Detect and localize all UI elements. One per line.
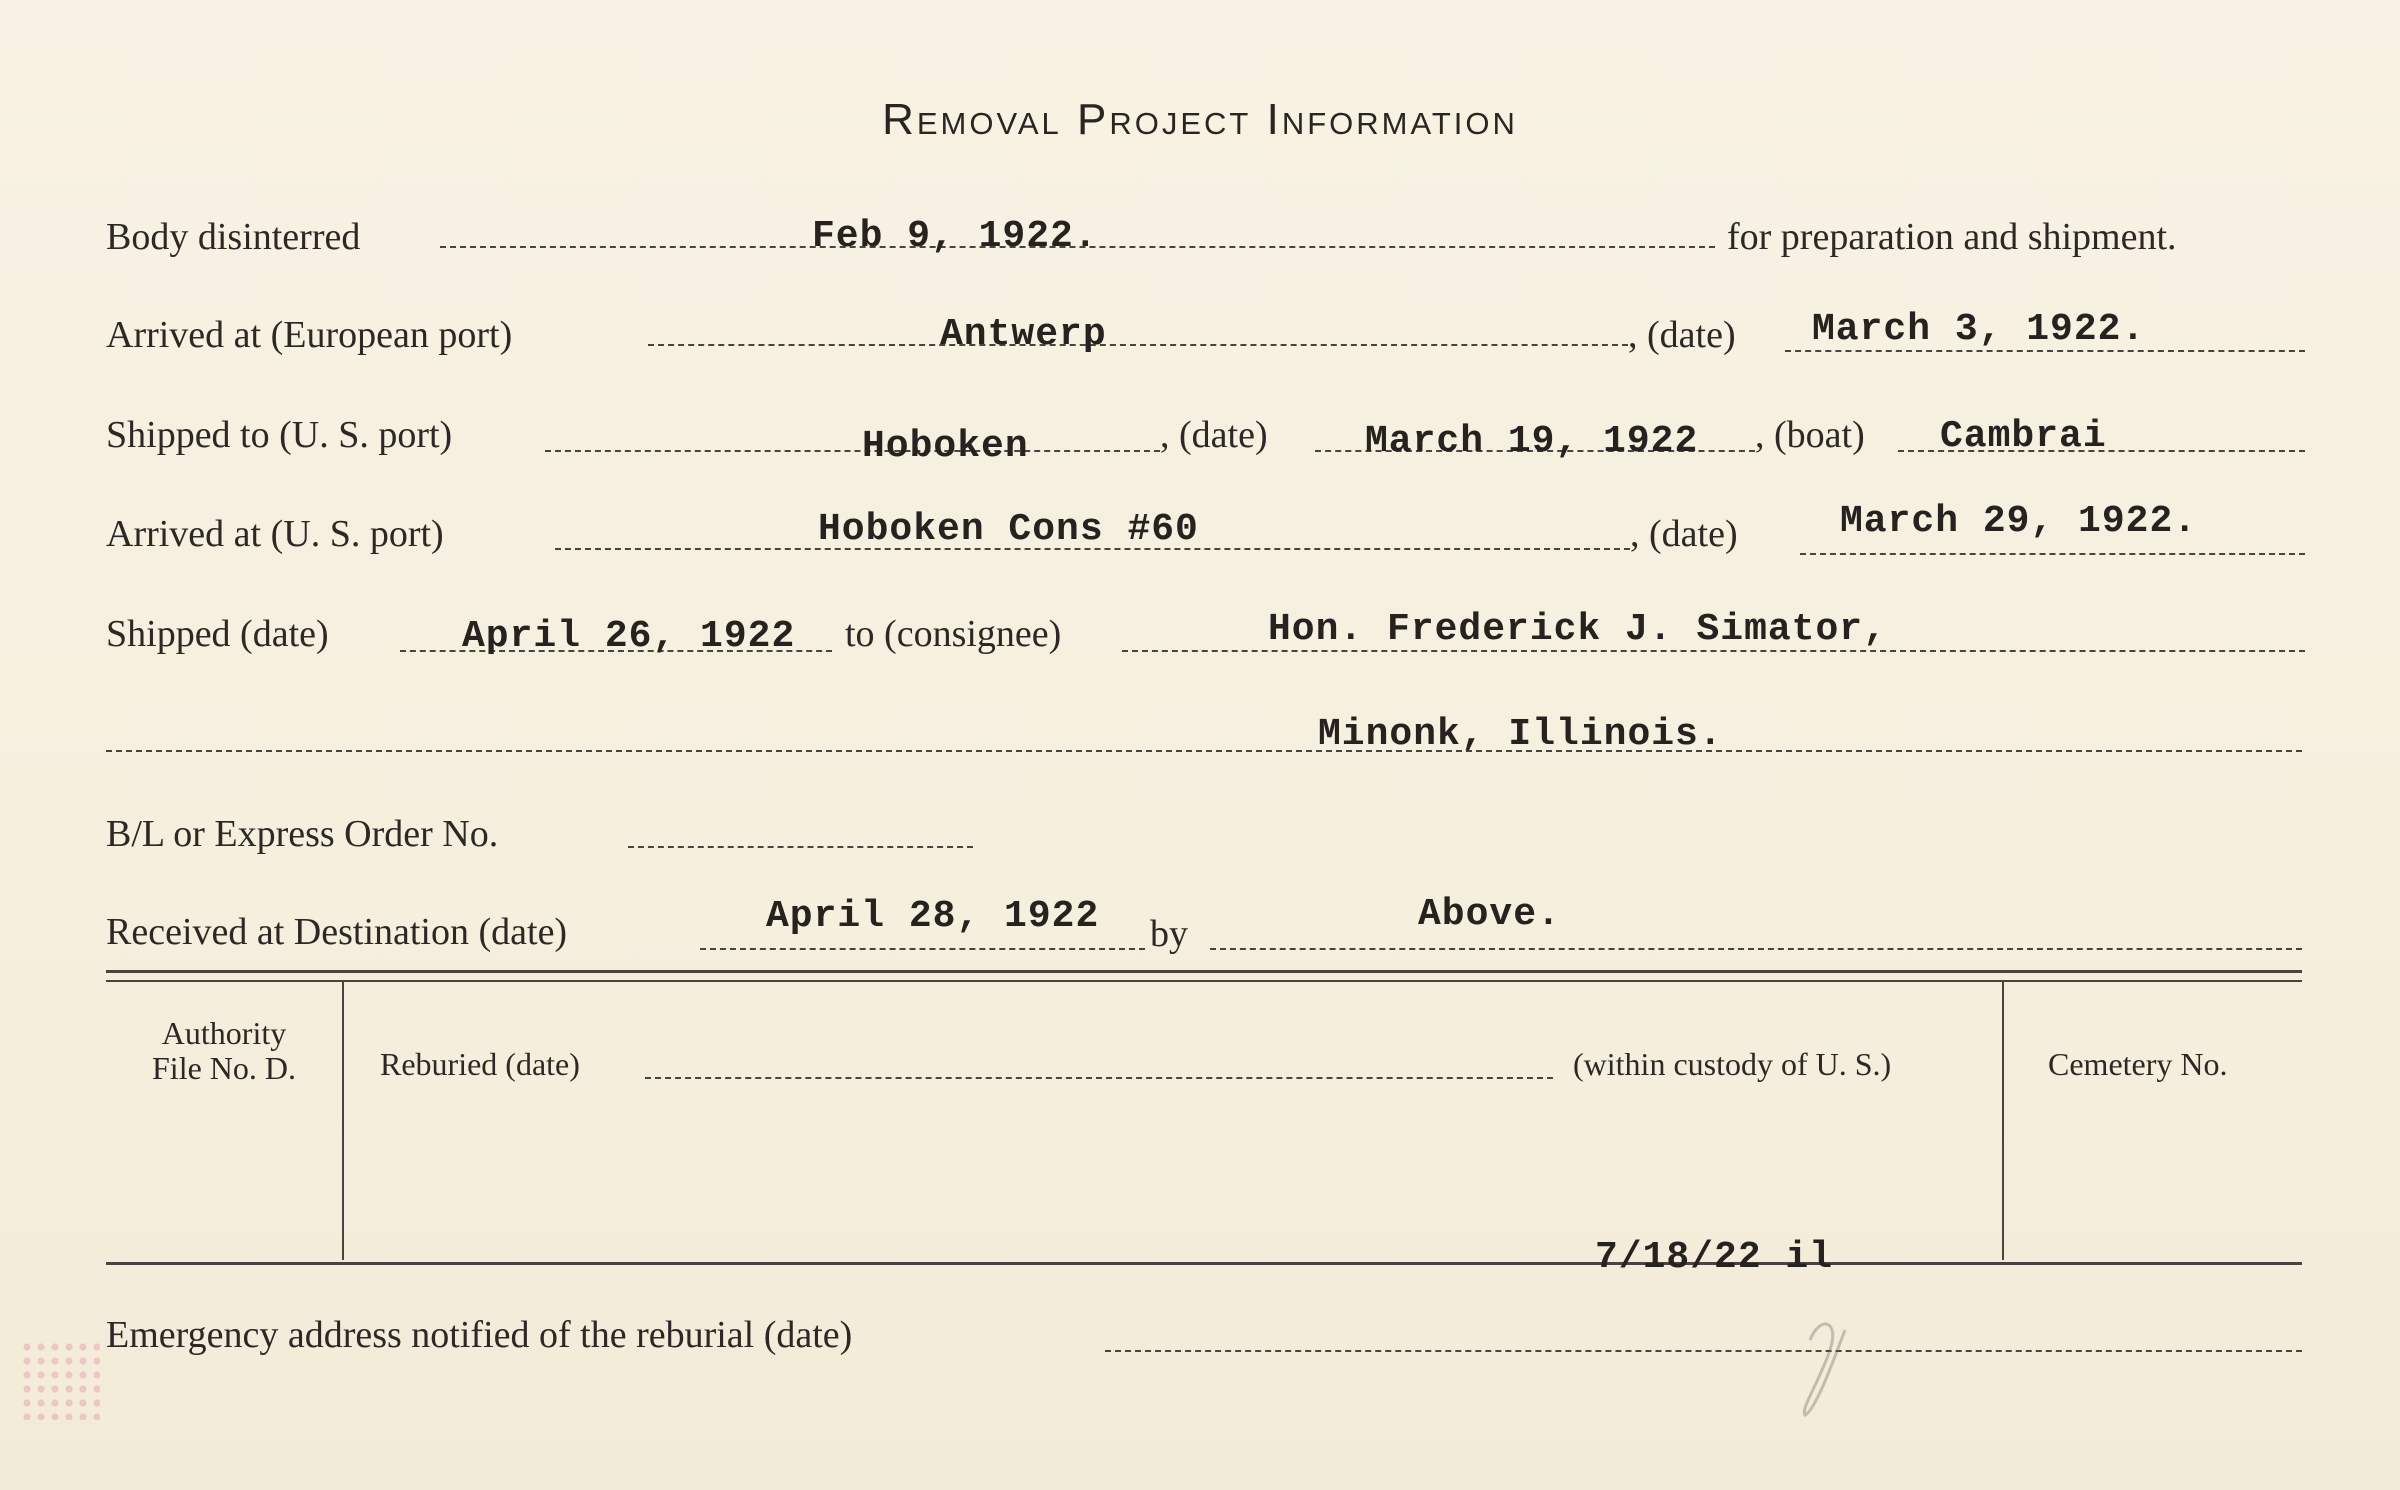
shipped-date-value: April 26, 1922 [462, 615, 796, 658]
cemetery-label: Cemetery No. [2048, 1046, 2228, 1082]
us-port-arrived-value: Hoboken Cons #60 [818, 508, 1199, 551]
box-divider-right [2002, 982, 2004, 1260]
european-port-line [648, 344, 1628, 346]
received-destination-label: Received at Destination (date) [106, 911, 568, 953]
us-port-arrived-label: Arrived at (U. S. port) [106, 513, 444, 555]
consignee-address-line [106, 750, 2302, 752]
authority-label: Authority [161, 1015, 287, 1051]
received-by-label: by [1150, 913, 1188, 955]
european-port-label: Arrived at (European port) [106, 314, 513, 356]
typed-note: 7/18/22 il [1595, 1236, 1834, 1279]
european-port-value: Antwerp [940, 313, 1107, 356]
boat-label: , (boat) [1755, 414, 1865, 456]
box-bottom-rule [106, 1262, 2302, 1265]
ink-stamp-icon [20, 1340, 100, 1420]
custody-label: (within custody of U. S.) [1573, 1046, 1892, 1082]
us-port-shipped-date-value: March 19, 1922 [1365, 420, 1699, 463]
european-port-date-label: , (date) [1628, 314, 1736, 356]
preparation-shipment-label: for preparation and shipment. [1727, 216, 2177, 258]
express-order-label: B/L or Express Order No. [106, 813, 499, 855]
us-port-arrived-date-line [1800, 553, 2305, 555]
european-port-date-value: March 3, 1922. [1812, 308, 2146, 351]
reburied-label: Reburied (date) [380, 1046, 580, 1082]
reburied-line [645, 1077, 1553, 1079]
authority-file-label: File No. D. [152, 1050, 296, 1086]
emergency-address-line [1105, 1350, 2302, 1352]
received-by-line [1210, 948, 2302, 950]
consignee-value: Hon. Frederick J. Simator, [1268, 608, 1887, 651]
consignee-address-value: Minonk, Illinois. [1318, 713, 1723, 756]
us-port-shipped-label: Shipped to (U. S. port) [106, 414, 453, 456]
box-top-rule-second [106, 980, 2302, 982]
box-top-rule [106, 970, 2302, 973]
us-port-arrived-date-label: , (date) [1630, 513, 1738, 555]
pencil-mark-icon [1790, 1310, 1860, 1420]
card-title: Removal Project Information [882, 95, 1518, 144]
us-port-shipped-date-label: , (date) [1160, 414, 1268, 456]
us-port-arrived-date-value: March 29, 1922. [1840, 500, 2198, 543]
emergency-address-label: Emergency address notified of the reburial (date) [106, 1314, 853, 1356]
body-disinterred-label: Body disinterred [106, 216, 361, 258]
boat-value: Cambrai [1940, 415, 2107, 458]
us-port-shipped-line [545, 450, 1160, 452]
received-destination-line [700, 948, 1145, 950]
body-disinterred-value: Feb 9, 1922. [812, 215, 1098, 258]
consignee-label: to (consignee) [845, 613, 1062, 655]
received-by-value: Above. [1418, 893, 1561, 936]
received-destination-value: April 28, 1922 [766, 895, 1100, 938]
us-port-shipped-value: Hoboken [862, 425, 1029, 468]
shipped-date-label: Shipped (date) [106, 613, 329, 655]
express-order-line [628, 846, 973, 848]
box-divider-left [342, 982, 344, 1260]
